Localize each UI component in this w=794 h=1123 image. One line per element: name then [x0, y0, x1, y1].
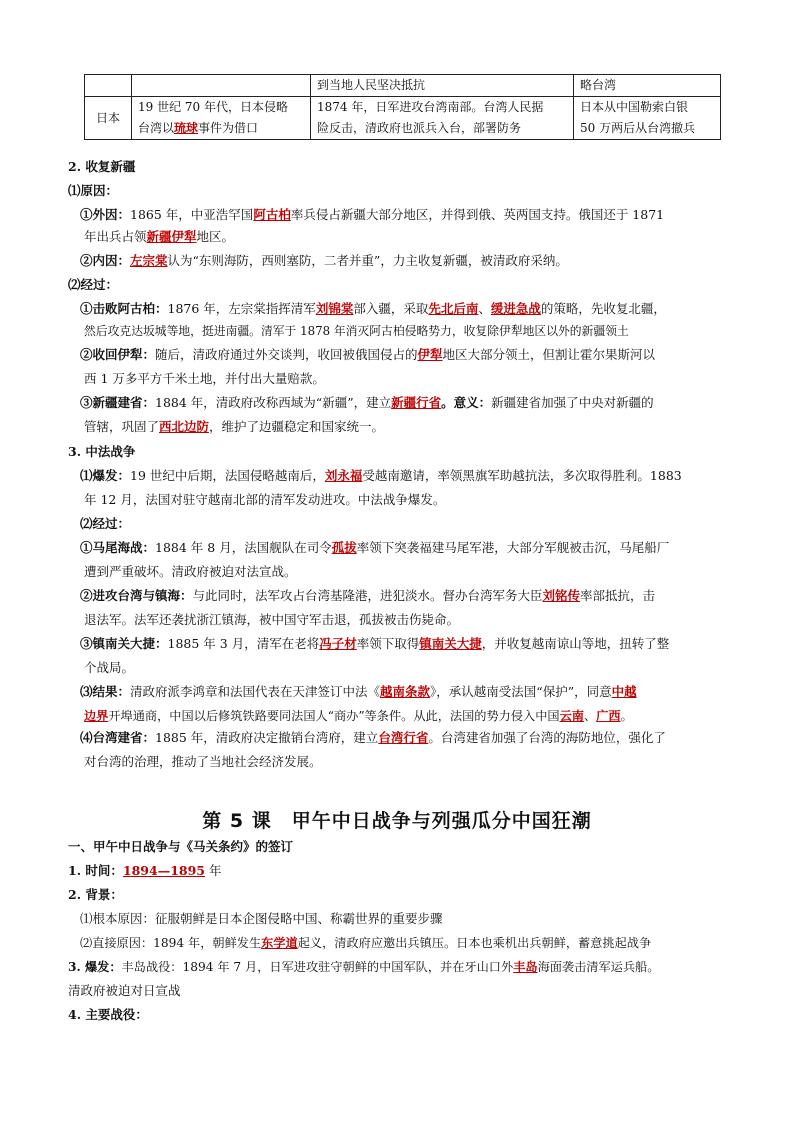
table-cell [132, 97, 311, 140]
keyword: 孤拔 [331, 540, 357, 555]
paragraph-line [80, 346, 655, 364]
paragraph-line: 个战局。 [84, 660, 135, 675]
text: 。台湾建省加强了台湾的海防地位，强化了 [428, 730, 666, 745]
subheading: 2. 背景： [68, 887, 123, 902]
cell-line: 日本从中国勒索白银 [580, 100, 689, 114]
paragraph-line [80, 252, 568, 270]
label: ⑶结果： [80, 684, 131, 699]
keyword: 刘永福 [324, 468, 363, 483]
text: 事件为借口 [198, 121, 259, 135]
keyword: 台湾行省 [378, 730, 429, 745]
keyword: 1894—1895 [122, 863, 205, 878]
keyword: 丰岛 [513, 960, 538, 974]
table-cell [574, 97, 721, 140]
text: 1865 年，中亚浩罕国 [130, 207, 254, 222]
label: ①击败阿古柏： [80, 301, 168, 316]
label: ③镇南关大捷： [80, 636, 168, 651]
label: ⑴爆发： [80, 468, 131, 483]
keyword: 广西 [596, 709, 621, 723]
paragraph-line [80, 206, 664, 224]
keyword: 刘铭传 [542, 588, 581, 603]
paragraph-line [80, 934, 651, 952]
paragraph-line: ⑴根本原因：征服朝鲜是日本企图侵略中国、称霸世界的重要步骤 [80, 911, 443, 926]
paragraph-line: 年 12 月，法国对驻守越南北部的清军发动进攻。中法战争爆发。 [84, 492, 446, 507]
text: 1885 年，清政府决定撤销台湾府，建立 [155, 730, 379, 745]
text: 的策略，先收复北疆， [540, 301, 666, 316]
subheading: ⑴原因： [68, 183, 119, 198]
text: 清政府派李鸿章和法国代表在天津签订中法《 [130, 684, 381, 699]
table-cell-country: 日本 [85, 97, 132, 140]
keyword: 冯子材 [319, 636, 357, 651]
text: 开埠通商，中国以后修筑铁路要同法国人“商办”等条件。从此，法国的势力侵入中国 [108, 709, 560, 723]
text: 管辖，巩固了 [84, 419, 160, 434]
keyword: 刘锦棠 [315, 301, 354, 316]
label: ②进攻台湾与镇海： [80, 588, 193, 603]
label: 3. 爆发： [68, 960, 122, 974]
keyword: 新疆伊犁 [146, 229, 197, 244]
subheading: 4. 主要战役： [68, 1007, 148, 1022]
paragraph-line: 然后攻克达坂城等地，挺进南疆。清军于 1878 年消灭阿古柏侵略势力，收复除伊犁地区以外的新疆领土 [84, 324, 629, 338]
text: 年出兵占领 [84, 229, 147, 244]
lesson-title: 第 5 课 甲午中日战争与列强瓜分中国狂潮 [202, 810, 592, 832]
keyword: 缓进急战 [490, 301, 541, 316]
text: 起义，清政府应邀出兵镇压。日本也乘机出兵朝鲜，蓄意挑起战争 [297, 936, 652, 950]
keyword: 伊犁 [417, 347, 443, 362]
table-cell [311, 97, 574, 140]
cell-line [138, 118, 304, 139]
label: ②内因： [80, 253, 131, 268]
text: 与此同时，法军攻占台湾基隆港，进犯淡水。督办台湾军务大臣 [192, 588, 543, 603]
label: ①外因： [80, 207, 131, 222]
paragraph-line [80, 683, 637, 701]
label: ②收回伊犁： [80, 347, 156, 362]
keyword: 先北后南 [428, 301, 479, 316]
paragraph-line [68, 958, 659, 976]
text: 海面袭击清军运兵船。 [537, 960, 660, 974]
table-cell [132, 75, 311, 97]
paragraph-line: 退法军。法军还袭扰浙江镇海，被中国守军击退，孤拔被击伤毙命。 [84, 612, 460, 627]
text: 随后，清政府通过外交谈判，收回被俄国侵占的 [155, 347, 418, 362]
comparison-table [84, 74, 721, 140]
paragraph-line: 对台湾的治理，推动了当地社会经济发展。 [84, 754, 322, 769]
keyword: 云南 [559, 709, 584, 723]
keyword: 边界 [84, 709, 109, 723]
text: 率部抵抗，击 [580, 588, 656, 603]
keyword: 阿古柏 [253, 207, 291, 222]
paragraph-line [84, 228, 234, 246]
text: 率兵侵占新疆大部分地区，并得到俄、英两国支持。俄国还于 1871 [290, 207, 665, 222]
table-row [85, 97, 721, 140]
text: 年 [205, 863, 222, 878]
label: ③新疆建省： [80, 395, 156, 410]
paragraph-line [80, 729, 666, 747]
paragraph-line [80, 587, 655, 605]
subheading: ⑵经过： [68, 277, 119, 292]
section-heading: 一、甲午中日战争与《马关条约》的签订 [68, 839, 294, 854]
label: ⑷台湾建省： [80, 730, 156, 745]
text: 19 世纪中后期，法国侵略越南后， [130, 468, 325, 483]
paragraph-line [68, 862, 221, 880]
table-cell: 略台湾 [574, 75, 721, 97]
text: 地区大部分领土，但割让霍尔果斯河以 [442, 347, 656, 362]
text: 台湾以 [138, 121, 175, 135]
keyword: 东学道 [261, 936, 298, 950]
text: 、 [478, 301, 491, 316]
text: 认为“东则海防，西则塞防，二者并重”，力主收复新疆，被清政府采纳。 [167, 253, 568, 268]
text: 1876 年，左宗棠指挥清军 [167, 301, 316, 316]
paragraph-line [84, 418, 384, 436]
text: 。 [620, 709, 633, 723]
paragraph-line [80, 635, 669, 653]
cell-line: 50 万两后从台湾撤兵 [580, 121, 696, 135]
cell-line: 险反击，清政府也派兵入台，部署防务 [317, 121, 522, 135]
paragraph-line [80, 394, 654, 412]
cell-line: 19 世纪 70 年代，日本侵略 [138, 100, 288, 114]
text: ，维护了边疆稳定和国家统一。 [209, 419, 385, 434]
keyword: 中越 [611, 684, 637, 699]
cell-line: 1874 年，日军进攻台湾南部。台湾人民据 [317, 100, 544, 114]
paragraph-line [80, 539, 669, 557]
paragraph-line: 西 1 万多平方千米土地，并付出大量赔款。 [84, 371, 325, 386]
label: 。意义： [441, 395, 492, 410]
table-cell: 到当地人民坚决抵抗 [311, 75, 574, 97]
text: 丰岛战役：1894 年 7 月，日军进攻驻守朝鲜的中国军队，并在牙山口外 [121, 960, 514, 974]
text: ⑵直接原因：1894 年，朝鲜发生 [80, 936, 262, 950]
table-cell [85, 75, 132, 97]
text: 率领下突袭福建马尾军港，大部分军舰被击沉，马尾船厂 [356, 540, 670, 555]
table-row [85, 75, 721, 97]
text: 新疆建省加强了中央对新疆的 [491, 395, 654, 410]
text: ，并收复越南谅山等地，扭转了整 [481, 636, 670, 651]
text: 1885 年 3 月，清军在老将 [167, 636, 320, 651]
keyword: 越南条款 [380, 684, 431, 699]
text: 1884 年 8 月，法国舰队在司令 [155, 540, 332, 555]
text: 》，承认越南受法国“保护”，同意 [430, 684, 612, 699]
paragraph-line [80, 467, 682, 485]
paragraph-line: 清政府被迫对日宣战 [68, 983, 181, 998]
keyword: 琉球 [174, 121, 199, 135]
text: 受越南邀请，率领黑旗军助越抗法，多次取得胜利。1883 [362, 468, 682, 483]
paragraph-line [80, 300, 666, 318]
keyword: 镇南关大捷 [419, 636, 482, 651]
paragraph-line [84, 707, 633, 725]
keyword: 左宗棠 [130, 253, 168, 268]
text: 率领下取得 [356, 636, 420, 651]
section-heading: 2. 收复新疆 [68, 159, 136, 174]
paragraph-line: 遭到严重破坏。清政府被迫对法宣战。 [84, 564, 297, 579]
text: 、 [583, 709, 597, 723]
keyword: 西北边防 [159, 419, 210, 434]
section-heading: 3. 中法战争 [68, 444, 136, 459]
label: ①马尾海战： [80, 540, 156, 555]
text: 1884 年，清政府改称西域为“新疆”，建立 [155, 395, 392, 410]
label: 1. 时间： [68, 863, 123, 878]
text: 地区。 [196, 229, 235, 244]
subheading: ⑵经过： [80, 516, 131, 531]
text: 部入疆，采取 [353, 301, 429, 316]
keyword: 新疆行省 [391, 395, 442, 410]
